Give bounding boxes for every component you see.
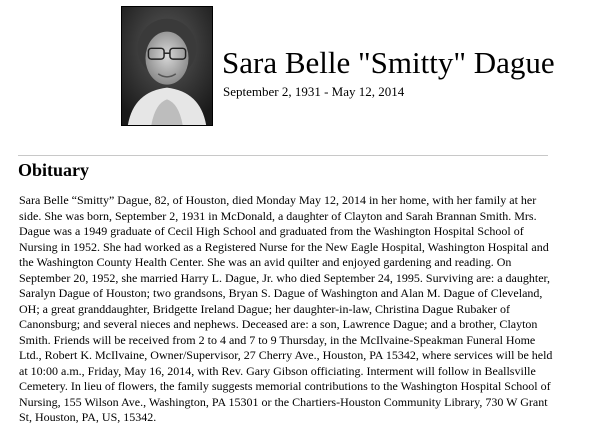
portrait-image	[122, 7, 212, 125]
section-divider	[18, 155, 548, 156]
life-dates: September 2, 1931 - May 12, 2014	[223, 84, 405, 99]
portrait-photo	[121, 6, 213, 126]
obituary-text: Sara Belle “Smitty” Dague, 82, of Houston, died Monday May 12, 2014 in her home, with her family at her side. She was born, September 2, 1931 in McDonald, a daughter of Clayton and Sarah Brannan Smith. Mrs. Dague was a 1949 graduate of Cecil High School and graduated from the Washington Hospital School of Nursing in 1952. She had worked as a Registered Nurse for the New Eagle Hospital, Washington Hospital and the Washington County Health Center. She was an avid quilter and enjoyed gardening and reading. On September 20, 1952, she married Harry L. Dague, Jr. who died September 24, 1995. Surviving are: a daughter, Saralyn Dague of Houston; two grandsons, Bryan S. Dague of Washington and Alan M. Dague of Cleveland, OH; a great granddaughter, Bridgette Ireland Dague; her daughter-in-law, Christina Dague Rubaker of Canonsburg; and several nieces and nephews. Deceased are: a son, Lawrence Dague; and a brother, Clayton Smith. Friends will be received from 2 to 4 and 7 to 9 Thursday, in the McIlvaine-Speakman Funeral Home Ltd., Robert K. McIlvaine, Owner/Supervisor, 27 Cherry Ave., Houston, PA 15342, where services will be held at 10:00 a.m., Friday, May 16, 2014, with Rev. Gary Gibson officiating. Interment will follow in Beallsville Cemetery. In lieu of flowers, the family suggests memorial contributions to the Washington Hospital School of Nursing, 155 Wilson Ave., Washington, PA 15301 or the Chartiers-Houston Community Library, 730 W Grant St, Houston, PA, US, 15342.	[19, 193, 553, 424]
person-name: Sara Belle "Smitty" Dague	[222, 45, 555, 80]
obituary-heading: Obituary	[18, 160, 90, 180]
